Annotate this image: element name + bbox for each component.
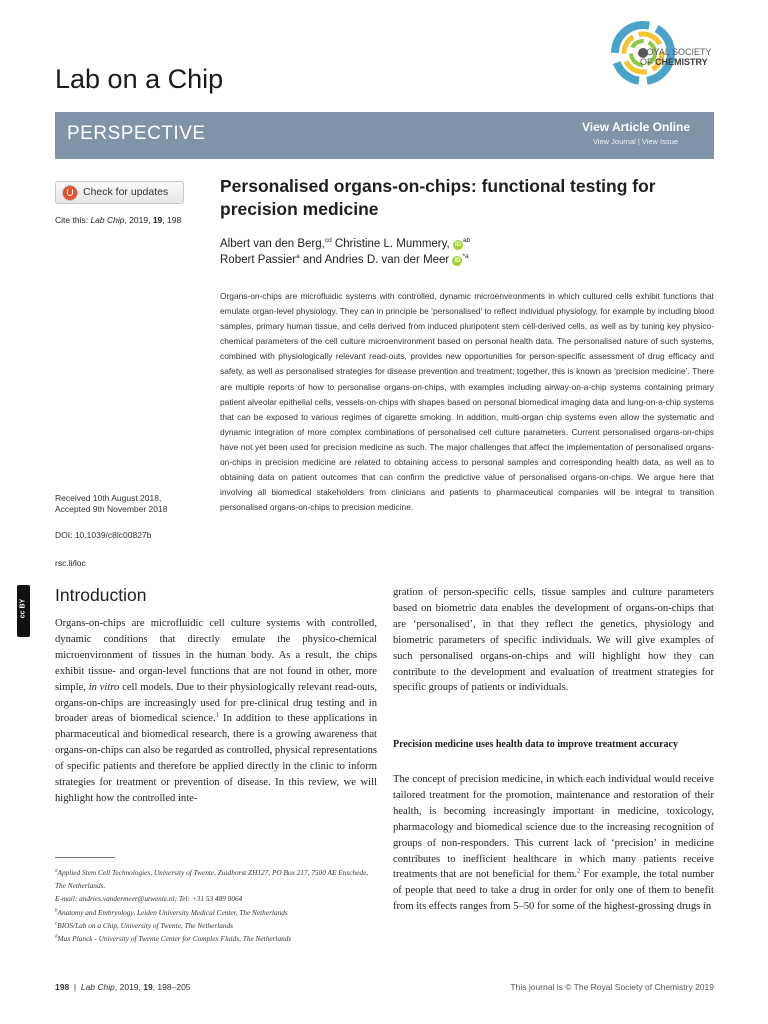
article-type-banner xyxy=(55,112,714,159)
footnote-item xyxy=(55,866,377,892)
author-name: Christine L. Mummery, xyxy=(331,238,450,250)
received-date: Received 10th August 2018, xyxy=(55,493,162,503)
cite-year: , 2019, xyxy=(124,215,153,225)
author-name: and Andries D. van der Meer xyxy=(299,254,450,266)
italic-term: in vitro xyxy=(88,681,120,693)
footnote-item xyxy=(55,932,377,945)
body-column-right: gration of person-specific cells, tissue samples and culture parameters based on biometric data enables the development of organs-on-chips that are ‘personalised’, in that they reflect the genetics, physiology and biometric parameters of specific individuals. We will give examples of such personalised organs-on-chips and will highlight how they can contribute to the development and evaluation of treatment strategies for specific groups of patients or individuals. xyxy=(393,587,714,694)
footnote-marker: d xyxy=(55,934,58,940)
footer-journal: Lab Chip xyxy=(80,982,115,992)
cite-pages: , 198 xyxy=(162,215,182,225)
reference-link[interactable]: 2 xyxy=(577,867,581,875)
cite-journal: Lab Chip xyxy=(90,215,125,225)
publisher-line1: ROYAL SOCIETY xyxy=(640,47,712,57)
license-label: cc BY xyxy=(19,598,27,619)
footnote-text: Max Planck - University of Twente Center for Complex Fluids, The Netherlands xyxy=(57,934,292,944)
paragraph-text: Organs-on-chips are microfluidic cell culture systems with controlled, dynamic conditions that directly emulate the physico-chemical microenvironment of tissues in the human body. As a result, the chips exhibit tissue- and organ-level functions that are not found in other, more simple, xyxy=(55,618,377,693)
footnote-text: Anatomy and Embryology, Leiden University Medical Center, The Netherlands xyxy=(57,907,288,917)
article-type: PERSPECTIVE xyxy=(67,123,206,144)
author-affiliation: ab xyxy=(462,237,471,245)
journal-link[interactable]: rsc.li/loc xyxy=(55,558,86,568)
journal-title: Lab on a Chip xyxy=(55,64,224,94)
doi[interactable]: DOI: 10.1039/c8lc00827b xyxy=(55,530,152,540)
orcid-icon[interactable]: iD xyxy=(454,242,461,248)
footnote-marker: a xyxy=(55,868,58,874)
copyright-notice: This journal is © The Royal Society of Chemistry 2019 xyxy=(510,982,714,992)
footer-year: , 2019, xyxy=(114,982,144,992)
footnote-divider xyxy=(55,857,115,858)
cite-volume: 19 xyxy=(152,215,163,225)
paragraph-text: cell models. Due to their physiologically relevant read-outs, organs-on-chips are increasingly used for pre-clinical drug testing and in broader areas of biomedical science. xyxy=(55,681,377,725)
subsection-heading: Precision medicine uses health data to improve treatment accuracy xyxy=(393,739,678,750)
paragraph-text: The concept of precision medicine, in which each individual would receive tailored treatment for the promotion, maintenance and restoration of their health, is becoming increasingly important in medicine, toxicology, pharmacology and biomedical science due to the increasing recognition of groups of non-responders. This current lack of ‘precision’ in medicine contributes to inefficient healthcare in which many patients receive treatments that are not beneficial for them. xyxy=(393,774,714,881)
view-article-online-link[interactable]: View Article Online xyxy=(581,120,690,134)
cite-label: Cite this: xyxy=(55,215,91,225)
footnote-marker: b xyxy=(55,908,58,914)
paragraph-text: In addition to these applications in pharmaceutical and biomedical research, there is a growing awareness that organs-on-chips can also be regarded as controlled, physical representations of specific patients and therefore be applied directly in the clinic to inform strategies for treatment or prevention of disease. In this review, we will highlight how the controlled inte- xyxy=(55,713,377,804)
citation xyxy=(55,215,181,225)
footnote-marker: c xyxy=(55,921,58,927)
page-number: 198 xyxy=(55,982,70,992)
body-column-right-continued xyxy=(393,772,714,915)
section-heading: Introduction xyxy=(55,585,147,605)
check-for-updates-button[interactable] xyxy=(55,181,184,204)
check-updates-icon xyxy=(62,185,78,201)
accepted-date: Accepted 9th November 2018 xyxy=(55,504,168,514)
check-for-updates-label: Check for updates xyxy=(83,186,169,198)
publisher-line2-bold: CHEMISTRY xyxy=(655,57,708,67)
footnote-email[interactable]: E-mail: andries.vandermeer@utwente.nl; Tel: +31 53 489 8064 xyxy=(55,894,243,904)
orcid-icon[interactable]: iD xyxy=(454,258,461,264)
paragraph-text: For example, the total number of people that need to take a drug in order for only one of them to benefit from its effects ranges from 5–50 for some of the highest-grossing drugs in xyxy=(393,869,714,913)
article-title: Personalised organs-on-chips: functional testing for precision medicine xyxy=(220,176,656,219)
author-name: Albert van den Berg, xyxy=(220,238,325,250)
view-journal-issue-links[interactable]: View Journal | View Issue xyxy=(592,137,678,146)
body-column-left xyxy=(55,616,377,807)
abstract: Organs-on-chips are microfluidic systems with controlled, dynamic microenvironments in which cultured cells exhibit functions that emulate organ-level physiology. They can in principle be ‘personalised’ to reflect individual physiology, for example by including blood samples, primary human tissue, and cells derived from induced pluripotent stem cell-derived cells, as well as by tuning key physico-chemical parameters of the cell culture microenvironment based on personal health data. The personalised nature of such systems, combined with physiologically relevant read-outs, provides new opportunities for person-specific assessment of drug efficacy and safety, as well as personalised strategies for disease prevention and treatment; together, this is known as ‘precision medicine’. There are multiple reports of how to personalise organs-on-chips, with examples including airway-on-a-chip systems containing primary patient alveolar epithelial cells, vessels-on-chips with shapes based on personal biomedical imaging data and lung-on-a-chip systems that can be exposed to various regimes of cigarette smoking. In addition, multi-organ chip systems even allow the systematic and dynamic integration of more complex combinations of personalised cell culture parameters. Current personalised organs-on-chips have not yet been used for precision medicine as such. The major challenges that affect the implementation of personalised organs-on-chips in precision medicine are related to obtaining access to personal samples and corresponding health data, as well as to obtaining data on patient outcomes that can confirm the predictive value of personalised organs-on-chips. We argue here that involving all biomedical stakeholders from clinicians and patients to pharmaceutical companies will be integral to transition personalised organs-on-chips to precision medicine. xyxy=(220,291,714,513)
footnote-text: Applied Stem Cell Technologies, University of Twente, Zuidhorst ZH127, PO Box 217, 7500 AE Enschede, The Netherlands. xyxy=(55,868,369,891)
cc-by-license-icon[interactable] xyxy=(17,585,30,637)
footnote-text: BIOS/Lab on a Chip, University of Twente, The Netherlands xyxy=(57,920,234,930)
publisher-line2-prefix: OF xyxy=(640,57,655,67)
author-affiliation: a xyxy=(296,253,300,261)
author-name: Robert Passier xyxy=(220,254,297,266)
author-affiliation: *a xyxy=(462,253,469,261)
author-list xyxy=(220,236,720,268)
received-dates xyxy=(55,493,167,515)
page-footer-citation xyxy=(55,982,191,992)
footer-pages: , 198–205 xyxy=(152,982,191,992)
author-affiliation: cd xyxy=(324,237,332,245)
reference-link[interactable]: 1 xyxy=(215,711,219,719)
footnote-item xyxy=(55,919,377,932)
affiliation-footnotes xyxy=(55,866,377,945)
footer-separator: | xyxy=(69,982,81,992)
footer-volume: 19 xyxy=(143,982,153,992)
publisher-name xyxy=(640,47,712,67)
footnote-item xyxy=(55,906,377,919)
